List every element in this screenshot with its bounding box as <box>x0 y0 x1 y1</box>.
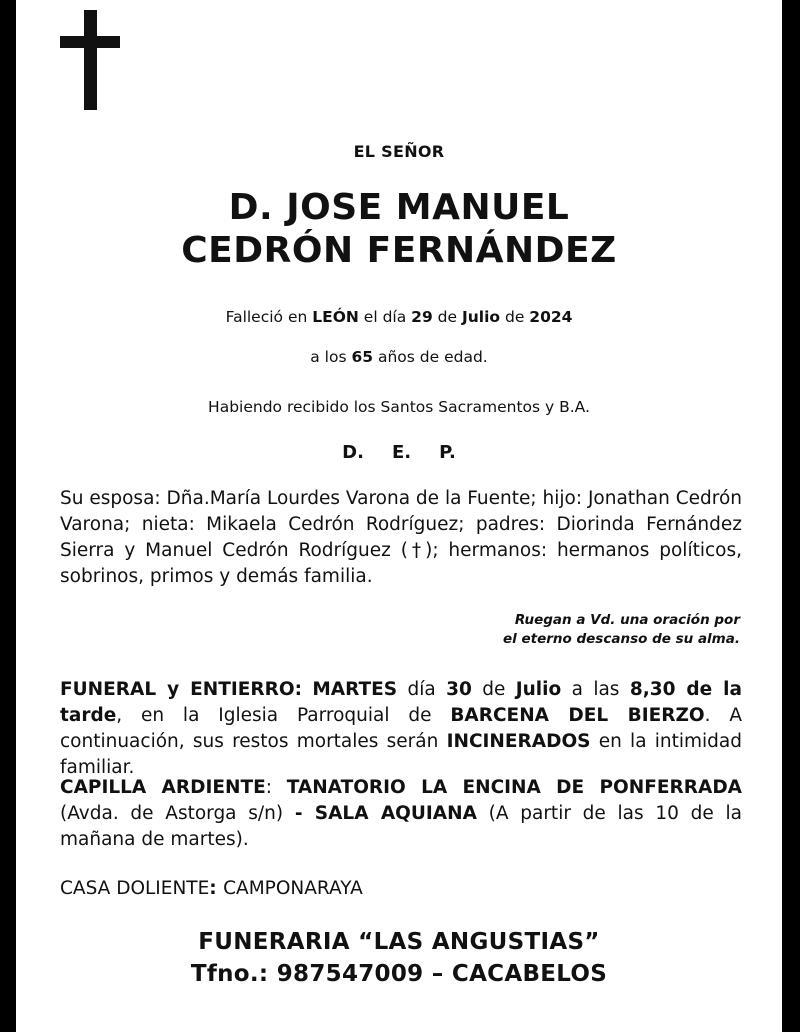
death-year: 2024 <box>529 308 573 326</box>
name-line-2: CEDRÓN FERNÁNDEZ <box>181 230 617 271</box>
age-value: 65 <box>351 348 374 366</box>
death-place: LEÓN <box>312 308 359 326</box>
capilla-paragraph: CAPILLA ARDIENTE: TANATORIO LA ENCINA DE PONFERRADA (Avda. de Astorga s/n) - SALA AQUIANA (A partir de las 10 de la mañana de martes). <box>60 777 742 850</box>
family-paragraph: Su esposa: Dña.María Lourdes Varona de la Fuente; hijo: Jonathan Cedrón Varona; nieta: Mikaela Cedrón Rodríguez; padres: Diorinda Fernández Sierra y Manuel Cedrón Rodríguez (†); hermanos: hermanos políticos, sobrinos, primos y demás familia. <box>60 488 742 587</box>
sacraments-text: Habiendo recibido los Santos Sacramentos y B.A. <box>208 398 590 416</box>
funeral-paragraph: FUNERAL y ENTIERRO: MARTES día 30 de Julio a las 8,30 de la tarde, en la Iglesia Parroquial de BARCENA DEL BIERZO. A continuación, sus restos mortales serán INCINERADOS en la intimidad familiar. <box>60 679 742 778</box>
deceased-name <box>16 186 782 272</box>
funeral-home-phone: Tfno.: 987547009 – CACABELOS <box>190 961 608 987</box>
obituary-page <box>16 0 782 1032</box>
dep-heading: D. E. P. <box>342 442 456 463</box>
funeral-home <box>16 926 782 990</box>
prayer-request <box>316 611 740 649</box>
casa-doliente: CASA DOLIENTE: CAMPONARAYA <box>60 878 363 899</box>
death-day: 29 <box>411 308 433 326</box>
cross-icon <box>60 10 120 112</box>
age-info: a los 65 años de edad. <box>310 348 488 366</box>
name-line-1: D. JOSE MANUEL <box>228 187 570 228</box>
prayer-line-2: el eterno descanso de su alma. <box>503 631 740 647</box>
death-month: Julio <box>461 308 501 326</box>
prayer-line-1: Ruegan a Vd. una oración por <box>514 612 740 628</box>
death-info: Falleció en LEÓN el día 29 de Julio de 2024 <box>225 308 573 326</box>
title-prefix: EL SEÑOR <box>353 142 445 161</box>
funeral-home-name: FUNERARIA “LAS ANGUSTIAS” <box>198 929 600 955</box>
